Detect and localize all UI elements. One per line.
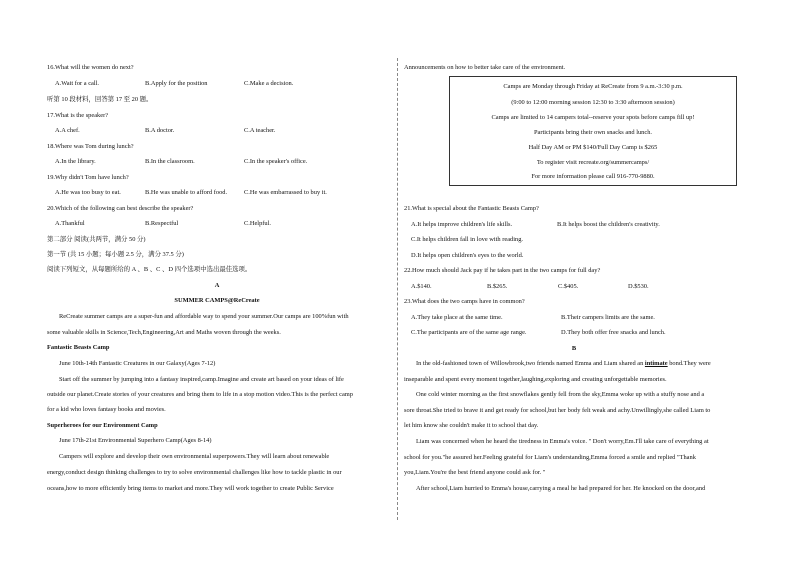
camp2-date: June 17th-21st Environmental Superhero Camp(Ages 8-14) xyxy=(59,437,212,444)
q20-option-c: C.Helpful. xyxy=(244,220,271,227)
q22-option-c: C.$405. xyxy=(558,283,579,290)
camp-info-box xyxy=(449,76,737,186)
b-para3-line3: you,Liam.You're the best friend anyone could ask for. " xyxy=(404,469,546,476)
b-para2-line2: sore throat.She tried to brave it and get ready for school,but her body felt weak and achy.Unwillingly,she called Liam to xyxy=(404,407,711,414)
box-line-limit: Camps are limited to 14 campers total--reserve your spots before camps fill up! xyxy=(491,114,695,121)
part2-heading: 第二部分 阅读(共两节，满分 50 分) xyxy=(47,236,146,243)
q21-option-c: C.It helps children fall in love with reading. xyxy=(411,236,523,243)
q19-option-c: C.He was embarrassed to buy it. xyxy=(244,189,327,196)
b-para3-line2: school for you."he assured her.Feeling grateful for Liam's understanding,Emma forced a smile and replied "Thank xyxy=(404,454,696,461)
q23-question: 23.What does the two camps have in common? xyxy=(404,298,525,305)
b-para2-line1: One cold winter morning as the first snowflakes gently fell from the sky,Emma woke up with a stuffy nose and a xyxy=(416,391,705,398)
underlined-word-intimate: intimate xyxy=(644,360,668,367)
section1-heading: 第一节 (共 15 小题；每小题 2.5 分，满分 37.5 分) xyxy=(47,251,184,258)
q22-option-b: B.$265. xyxy=(487,283,508,290)
passage-a-label: A xyxy=(214,282,220,289)
box-line-schedule: Camps are Monday through Friday at ReCreate from 9 a.m.-3:30 p.m. xyxy=(503,83,683,90)
camp2-heading: Superheroes for our Environment Camp xyxy=(47,422,158,429)
q16-option-c: C.Make a decision. xyxy=(244,80,294,87)
b-para1-line2: inseparable and spent every moment together,laughing,exploring and creating unforgettable memories. xyxy=(404,376,667,383)
column-divider xyxy=(397,58,398,520)
q21-option-d: D.It helps open children's eyes to the world. xyxy=(411,252,524,259)
q20-question: 20.Which of the following can best describe the speaker? xyxy=(47,205,194,212)
q16-question: 16.What will the women do next? xyxy=(47,64,134,71)
camp1-line3: for a kid who loves fantasy books and movies. xyxy=(47,406,166,413)
q17-option-a: A.A chef. xyxy=(55,127,80,134)
box-line-phone: For more information please call 916-770-9880. xyxy=(531,173,655,180)
q22-option-a: A.$140. xyxy=(411,283,432,290)
reading-instructions: 阅读下列短文，从每题所给的 A 、B 、C 、D 四个选项中选出最佳选项。 xyxy=(47,266,252,273)
q19-option-a: A.He was too busy to eat. xyxy=(55,189,121,196)
q18-option-c: C.In the speaker's office. xyxy=(244,158,308,165)
box-line-sessions: (9:00 to 12:00 morning session 12:30 to 3:30 afternoon session) xyxy=(511,99,675,106)
q20-option-a: A.Thankful xyxy=(55,220,85,227)
b-para3-line1: Liam was concerned when he heard the tiredness in Emma's voice. " Don't worry,Em.I'll take care of everything at xyxy=(416,438,709,445)
box-line-price: Half Day AM or PM $140/Full Day Camp is $265 xyxy=(528,144,658,151)
q16-option-b: B.Apply for the position xyxy=(145,80,208,87)
passage-a-title: SUMMER CAMPS@ReCreate xyxy=(174,297,260,304)
camp1-heading: Fantastic Beasts Camp xyxy=(47,344,110,351)
q19-option-b: B.He was unable to afford food. xyxy=(145,189,228,196)
camp1-line2: outside our planet.Create stories of your creatures and bring them to life in a stop motion video.This is the perfect camp xyxy=(47,391,353,398)
q23-option-a: A.They take place at the same time. xyxy=(411,314,503,321)
q22-question: 22.How much should Jack pay if he takes part in the two camps for full day? xyxy=(404,267,601,274)
q18-option-b: B.In the classroom. xyxy=(145,158,195,165)
para1-line1: ReCreate summer camps are a super-fun and affordable way to spend your summer.Our camps are 100%fun with xyxy=(59,313,349,320)
camp2-line2: energy,conduct design thinking challenges to try to solve environmental challenges like how to tackle plastic in our xyxy=(47,469,342,476)
q21-question: 21.What is special about the Fantastic Beasts Camp? xyxy=(404,205,539,212)
box-line-register: To register visit recreate.org/summercamps/ xyxy=(536,159,650,166)
box-line-snacks: Participants bring their own snacks and lunch. xyxy=(533,129,653,136)
passage10-instruction: 听第 10 段材料，回答第 17 至 20 题。 xyxy=(47,96,153,103)
q21-option-b: B.It helps boost the children's creativity. xyxy=(557,221,660,228)
q17-option-c: C.A teacher. xyxy=(244,127,276,134)
q20-option-b: B.Respectful xyxy=(145,220,179,227)
camp1-line1: Start off the summer by jumping into a fantasy inspired,camp.Imagine and create art based on your ideas of life xyxy=(59,376,344,383)
q23-option-d: D.They both offer free snacks and lunch. xyxy=(561,329,666,336)
b-para4-line1: After school,Liam hurried to Emma's house,carrying a meal he had prepared for her. He knocked on the door,and xyxy=(416,485,706,492)
announcements-continuation: Announcements on how to better take care of the environment. xyxy=(404,64,566,71)
q17-question: 17.What is the speaker? xyxy=(47,112,109,119)
b-para1-text: In the old-fashioned town of Willowbrook,two friends named Emma and Liam shared an xyxy=(416,360,645,367)
q18-question: 18.Where was Tom during lunch? xyxy=(47,143,134,150)
q19-question: 19.Why didn't Tom have lunch? xyxy=(47,174,129,181)
camp2-line1: Campers will explore and develop their own environmental superpowers.They will learn about renewable xyxy=(59,453,330,460)
q17-option-b: B.A doctor. xyxy=(145,127,175,134)
q16-option-a: A.Wait for a call. xyxy=(55,80,100,87)
q23-option-b: B.Their campers limits are the same. xyxy=(561,314,655,321)
para1-line2: some valuable skills in Science,Tech,Engineering,Art and Maths woven through the weeks. xyxy=(47,329,281,336)
q21-option-a: A.It helps improve children's life skills. xyxy=(411,221,513,228)
b-para1-line1 xyxy=(416,361,711,367)
q18-option-a: A.In the library. xyxy=(55,158,96,165)
camp2-line3: oceans,how to more efficiently bring items to market and more.They will work together to create Public Service xyxy=(47,485,334,492)
camp1-date: June 10th-14th Fantastic Creatures in our Galaxy(Ages 7-12) xyxy=(59,360,216,367)
b-para2-line3: let him know she couldn't make it to school that day. xyxy=(404,422,539,429)
b-para1-text-end: bond.They were xyxy=(667,360,711,367)
q22-option-d: D.$530. xyxy=(628,283,649,290)
passage-b-label: B xyxy=(571,345,577,352)
q23-option-c: C.The participants are of the same age range. xyxy=(411,329,527,336)
